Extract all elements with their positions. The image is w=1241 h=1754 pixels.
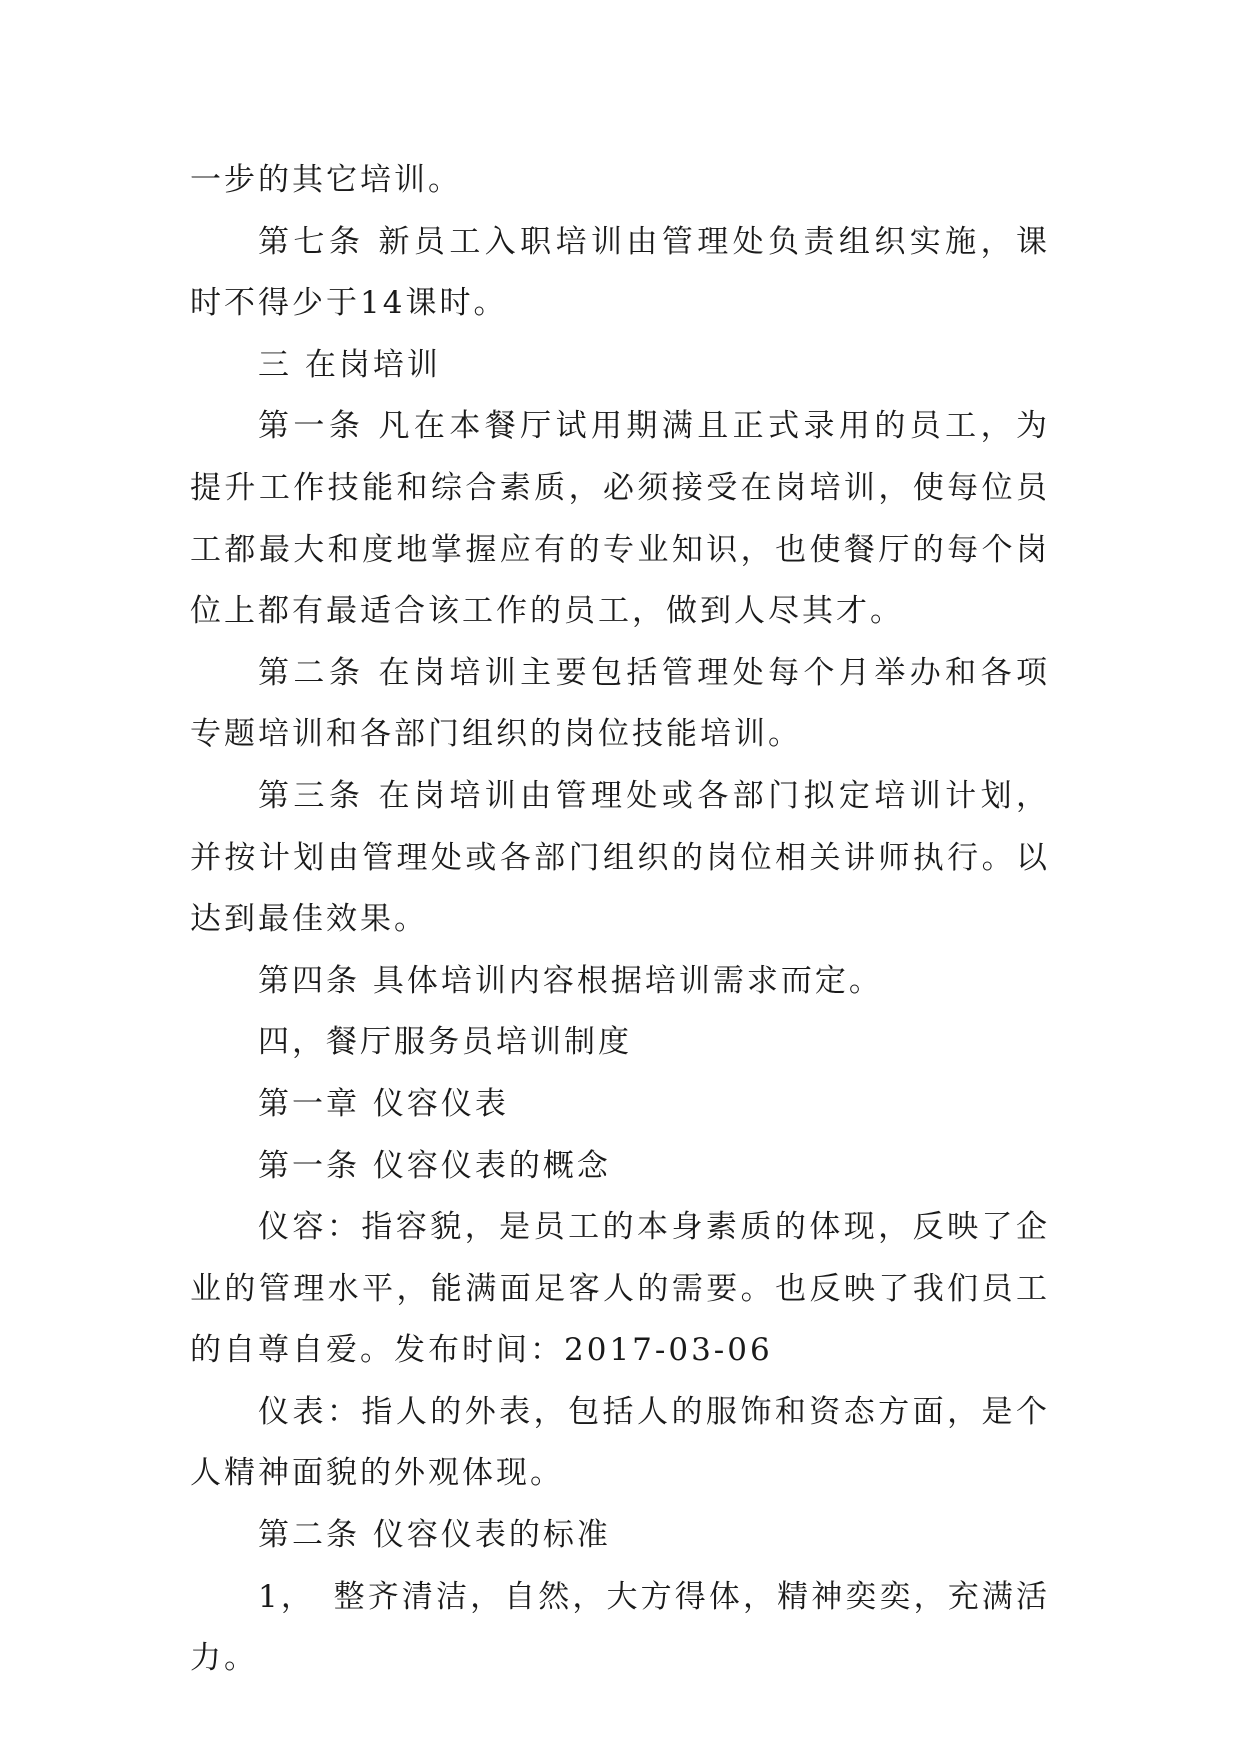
article-heading-standard: 第二条 仪容仪表的标准 (258, 1517, 611, 1554)
document-body (190, 150, 1050, 1690)
chapter-heading-appearance: 第一章 仪容仪表 (258, 1085, 509, 1122)
paragraph-article-4: 第四条 具体培训内容根据培训需求而定。 (258, 962, 883, 999)
section-heading-on-job-training: 三 在岗培训 (258, 346, 441, 383)
article-heading-concept: 第一条 仪容仪表的概念 (258, 1147, 611, 1184)
paragraph-dress-definition: 仪表：指人的外表，包括人的服饰和资态方面，是个人精神面貌的外观体现。 (190, 1393, 1050, 1492)
paragraph-article-2: 第二条 在岗培训主要包括管理处每个月举办和各项专题培训和各部门组织的岗位技能培训。 (190, 654, 1050, 753)
paragraph-continuation: 一步的其它培训。 (190, 162, 462, 198)
paragraph-article-7: 第七条 新员工入职培训由管理处负责组织实施，课时不得少于14课时。 (190, 223, 1050, 322)
paragraph-article-1: 第一条 凡在本餐厅试用期满且正式录用的员工，为提升工作技能和综合素质，必须接受在岗培训，使每位员工都最大和度地掌握应有的专业知识，也使餐厅的每个岗位上都有最适合该工作的员工，做到人尽其才。 (190, 408, 1050, 630)
list-item-standard-1: 1， 整齐清洁，自然，大方得体，精神奕奕，充满活力。 (190, 1578, 1050, 1677)
paragraph-article-3: 第三条 在岗培训由管理处或各部门拟定培训计划，并按计划由管理处或各部门组织的岗位相关讲师执行。以达到最佳效果。 (190, 777, 1050, 938)
paragraph-appearance-definition: 仪容：指容貌，是员工的本身素质的体现，反映了企业的管理水平，能满面足客人的需要。也反映了我们员工的自尊自爱。发布时间：2017-03-06 (190, 1209, 1050, 1369)
section-heading-waiter-training: 四，餐厅服务员培训制度 (258, 1024, 632, 1061)
